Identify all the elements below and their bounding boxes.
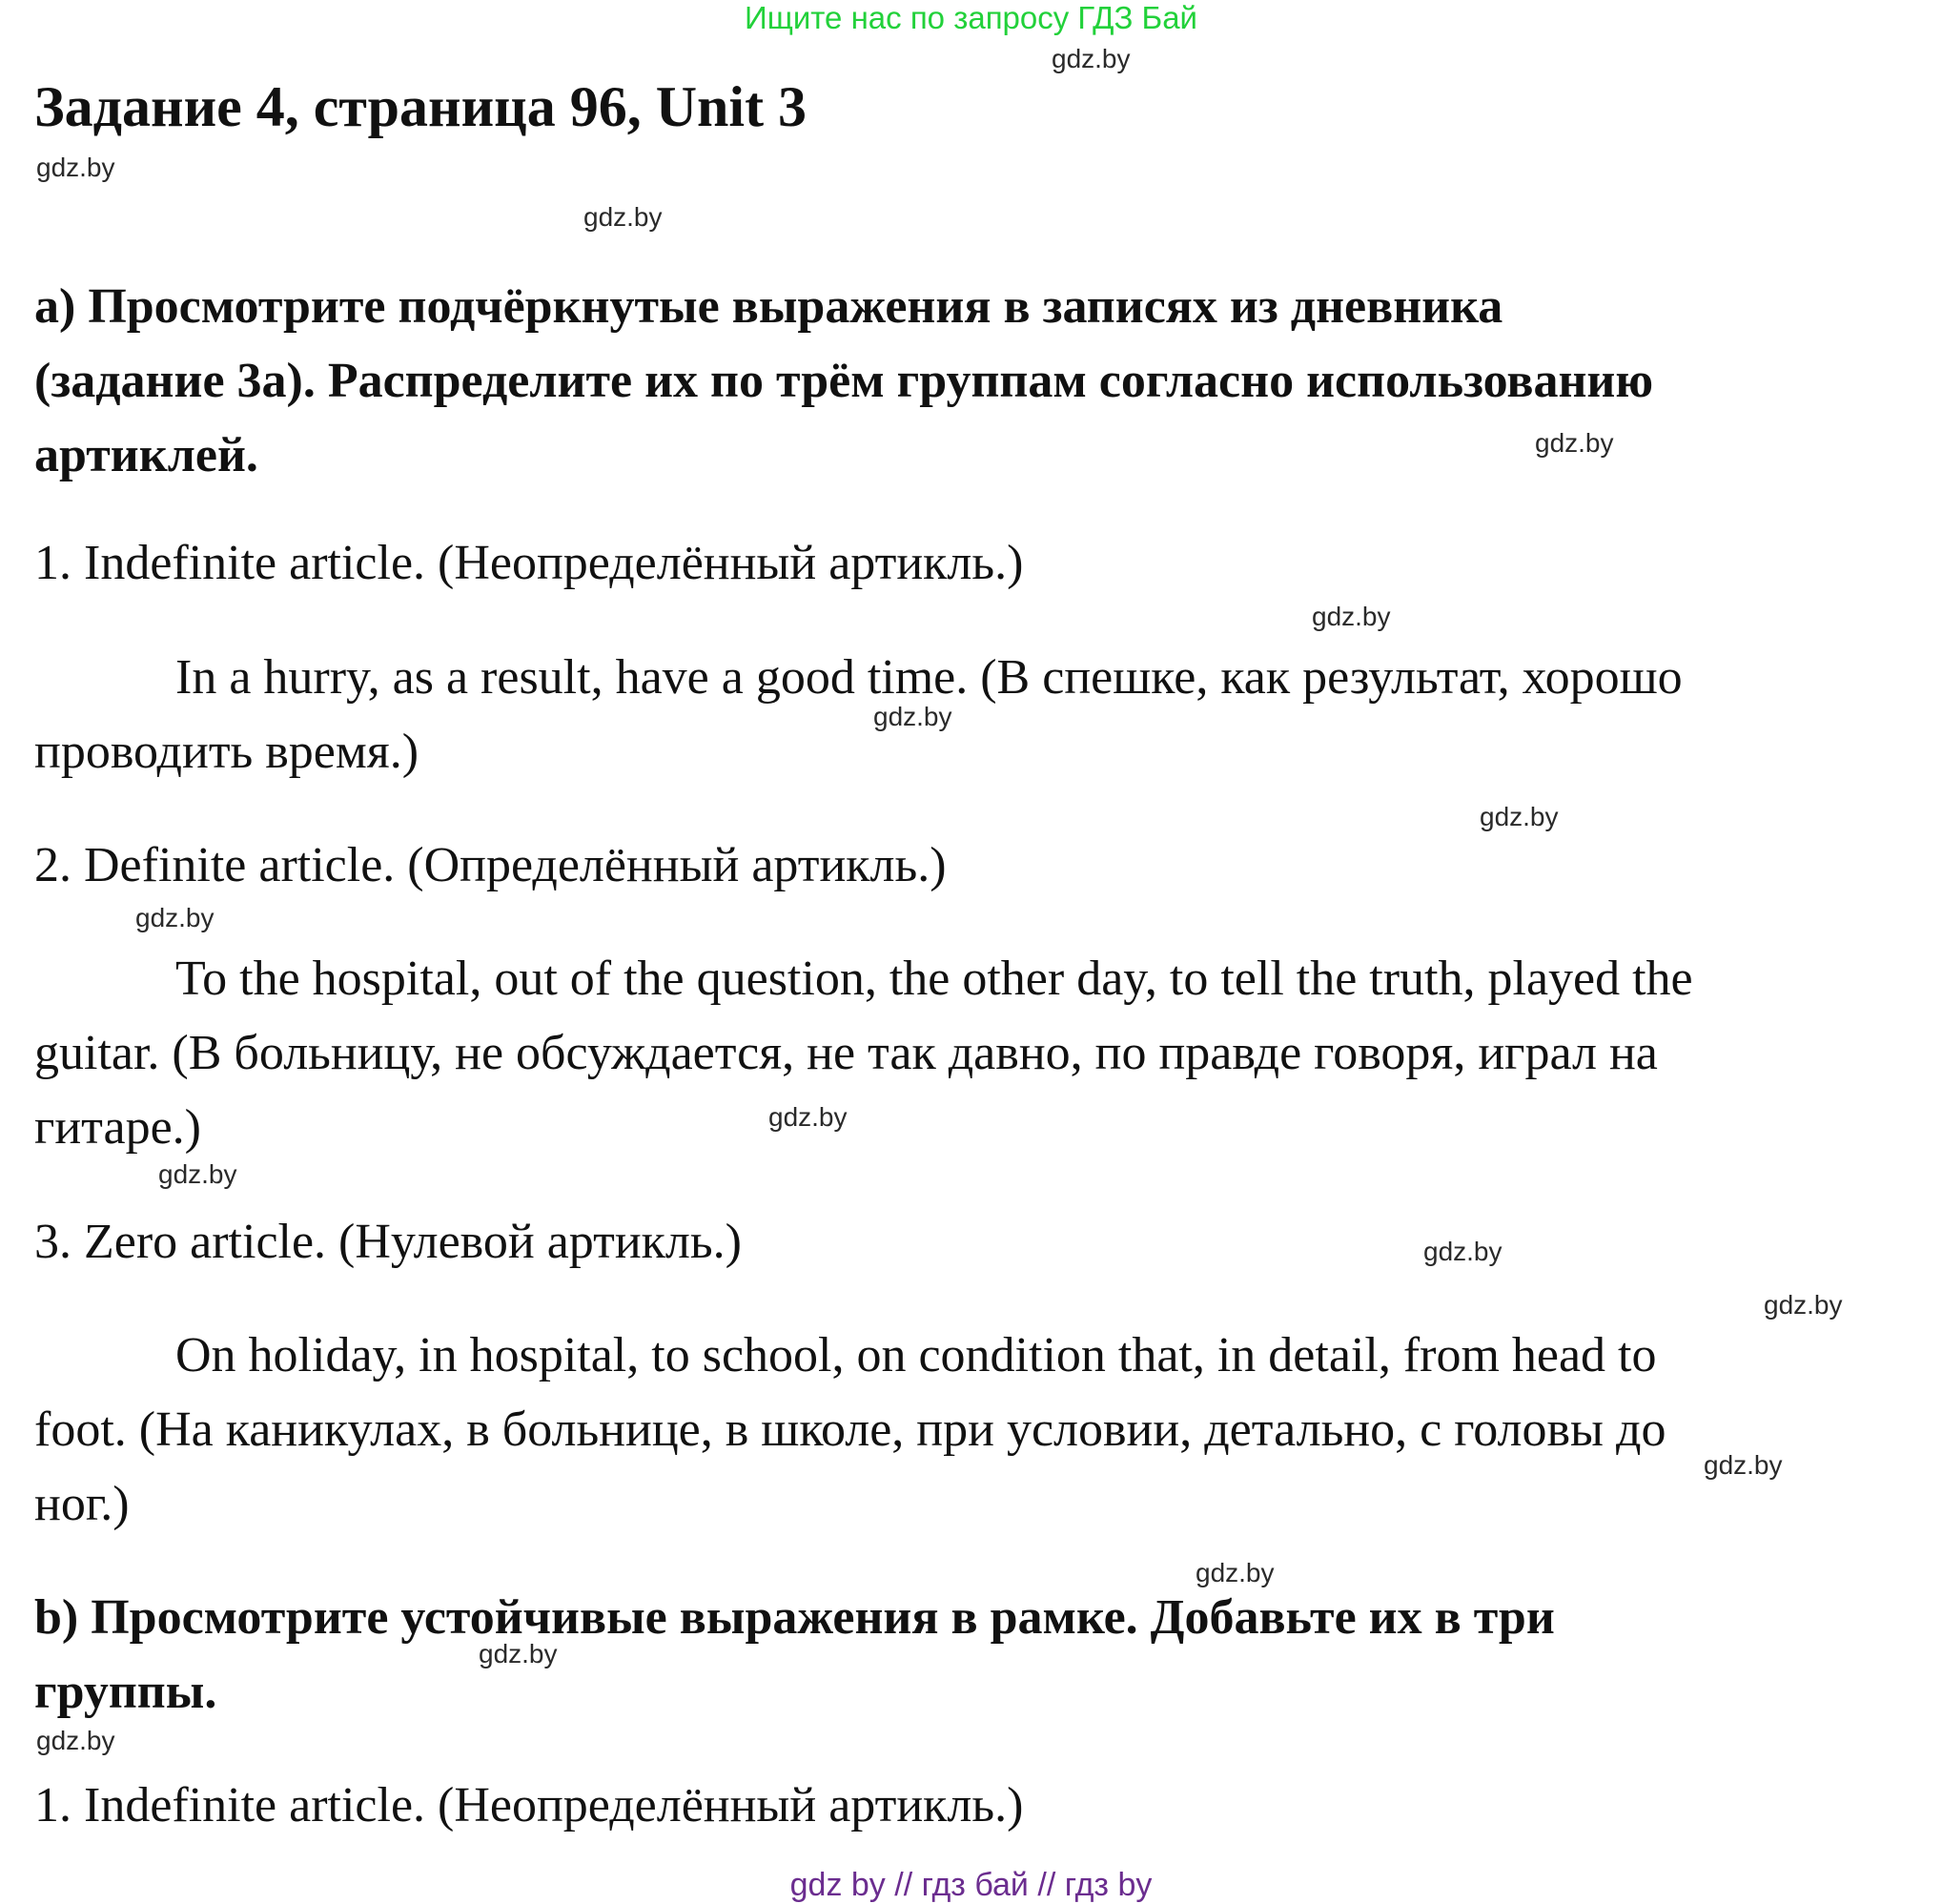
group-1-b-heading: 1. Indefinite article. (Неопределённый артикль.) xyxy=(34,1778,1024,1832)
task-b-line-2: группы. xyxy=(34,1665,217,1719)
watermark: gdz.by xyxy=(479,1639,558,1669)
watermark: gdz.by xyxy=(1480,802,1559,831)
search-banner: Ищите нас по запросу ГДЗ Бай xyxy=(745,0,1197,35)
group-2-heading: 2. Definite article. (Определённый артикль.) xyxy=(34,838,947,892)
group-1-text-line-1: In a hurry, as a result, have a good time. (В спешке, как результат, хорошо xyxy=(175,650,1683,705)
group-2-text-line-2: guitar. (В больницу, не обсуждается, не так давно, по правде говоря, играл на xyxy=(34,1026,1658,1080)
watermark: gdz.by xyxy=(1196,1558,1275,1587)
watermark: gdz.by xyxy=(1423,1237,1502,1266)
group-3-heading: 3. Zero article. (Нулевой артикль.) xyxy=(34,1215,742,1269)
group-2-text-line-3: гитаре.) xyxy=(34,1100,201,1155)
group-1-heading: 1. Indefinite article. (Неопределённый артикль.) xyxy=(34,536,1024,590)
watermark: gdz.by xyxy=(135,903,215,932)
group-3-text-line-2: foot. (На каникулах, в больнице, в школе, при условии, детально, с головы до xyxy=(34,1402,1666,1457)
group-2-text-line-1: To the hospital, out of the question, the other day, to tell the truth, played the xyxy=(175,952,1693,1006)
watermark: gdz.by xyxy=(873,702,952,731)
group-3-text-line-3: ног.) xyxy=(34,1477,130,1531)
watermark: gdz.by xyxy=(1704,1450,1783,1480)
watermark: gdz.by xyxy=(1312,602,1391,631)
watermark: gdz.by xyxy=(1764,1290,1843,1320)
page-title: Задание 4, страница 96, Unit 3 xyxy=(34,75,807,138)
group-1-text-line-2: проводить время.) xyxy=(34,725,419,779)
group-3-text-line-1: On holiday, in hospital, to school, on condition that, in detail, from head to xyxy=(175,1328,1657,1382)
watermark: gdz.by xyxy=(36,153,115,182)
watermark: gdz.by xyxy=(36,1726,115,1755)
watermark: gdz.by xyxy=(158,1159,237,1189)
task-a-line-2: (задание 3а). Распределите их по трём группам согласно использованию xyxy=(34,354,1654,408)
watermark: gdz.by xyxy=(1535,428,1614,458)
task-a-line-3: артиклей. xyxy=(34,428,258,482)
watermark: gdz.by xyxy=(1052,44,1131,73)
watermark: gdz.by xyxy=(768,1102,848,1132)
task-a-line-1: a) Просмотрите подчёркнутые выражения в записях из дневника xyxy=(34,279,1503,334)
task-b-line-1: b) Просмотрите устойчивые выражения в рамке. Добавьте их в три xyxy=(34,1590,1555,1645)
footer-watermark: gdz by // гдз бай // гдз by xyxy=(789,1867,1153,1903)
watermark: gdz.by xyxy=(583,202,663,232)
